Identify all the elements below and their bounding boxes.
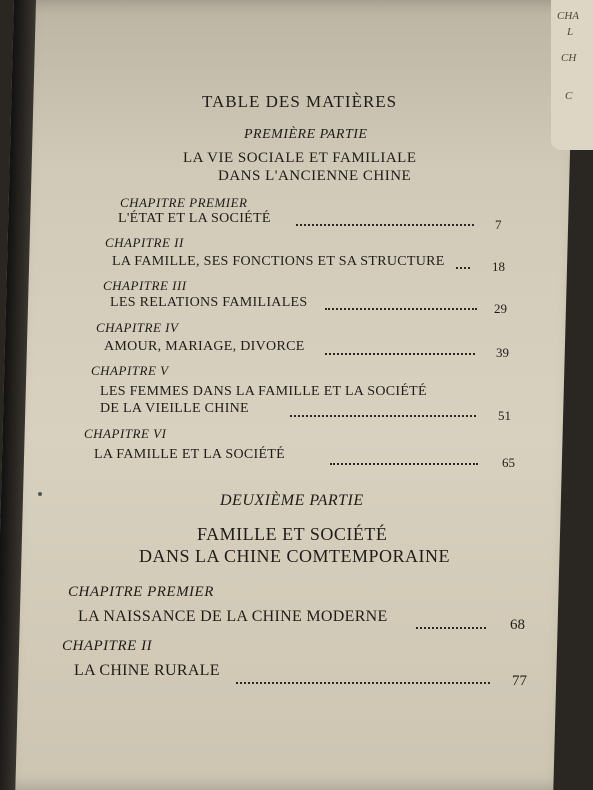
page-title: TABLE DES MATIÈRES: [202, 92, 398, 111]
page-number: 7: [495, 217, 502, 232]
chapter-label: CHAPITRE PREMIER: [68, 584, 214, 600]
chapter-title: LA FAMILLE ET LA SOCIÉTÉ: [94, 447, 286, 462]
chapter-title: LA CHINE RURALE: [74, 662, 220, 679]
chapter-title: LES RELATIONS FAMILIALES: [110, 295, 308, 310]
part-subtitle: LA VIE SOCIALE ET FAMILIALE: [183, 150, 417, 166]
chapter-label: CHAPITRE II: [105, 235, 184, 250]
chapter-title: L'ÉTAT ET LA SOCIÉTÉ: [118, 211, 271, 226]
right-page-fragment: CH: [561, 52, 577, 64]
leader-dots: [456, 267, 470, 269]
chapter-title-line: LES FEMMES DANS LA FAMILLE ET LA SOCIÉTÉ: [100, 384, 427, 399]
adjacent-page: [551, 0, 593, 150]
leader-dots: [325, 353, 475, 355]
right-page-fragment: C: [565, 90, 573, 102]
page-number: 18: [492, 259, 505, 274]
leader-dots: [236, 682, 490, 684]
chapter-label: CHAPITRE VI: [84, 426, 167, 441]
right-page-fragment: L: [567, 26, 574, 38]
chapter-title: LA NAISSANCE DE LA CHINE MODERNE: [78, 608, 388, 625]
page-number: 68: [510, 617, 525, 633]
page-number: 51: [498, 408, 511, 423]
page-number: 77: [512, 673, 527, 689]
leader-dots: [290, 415, 476, 417]
part-label: PREMIÈRE PARTIE: [244, 127, 368, 142]
chapter-title: AMOUR, MARIAGE, DIVORCE: [104, 339, 305, 354]
page-number: 65: [502, 455, 515, 470]
paper-spot: [38, 492, 42, 496]
part-subtitle: FAMILLE ET SOCIÉTÉ: [197, 524, 388, 544]
chapter-label: CHAPITRE V: [91, 363, 169, 378]
part-subtitle: DANS LA CHINE COMTEMPORAINE: [139, 546, 451, 566]
chapter-label: CHAPITRE II: [62, 638, 153, 654]
chapter-label: CHAPITRE PREMIER: [120, 195, 248, 210]
leader-dots: [296, 224, 474, 226]
page-edge-shadow: [0, 0, 36, 790]
chapter-title-line: DE LA VIEILLE CHINE: [100, 401, 249, 416]
chapter-title: LA FAMILLE, SES FONCTIONS ET SA STRUCTURE: [112, 254, 445, 269]
page-number: 29: [494, 301, 507, 316]
leader-dots: [330, 463, 478, 465]
chapter-label: CHAPITRE IV: [96, 320, 179, 335]
part-label: DEUXIÈME PARTIE: [220, 492, 364, 509]
right-page-fragment: CHA: [557, 10, 579, 22]
part-subtitle: DANS L'ANCIENNE CHINE: [218, 168, 412, 184]
page-number: 39: [496, 345, 509, 360]
chapter-label: CHAPITRE III: [103, 278, 187, 293]
leader-dots: [325, 308, 477, 310]
leader-dots: [416, 627, 486, 629]
